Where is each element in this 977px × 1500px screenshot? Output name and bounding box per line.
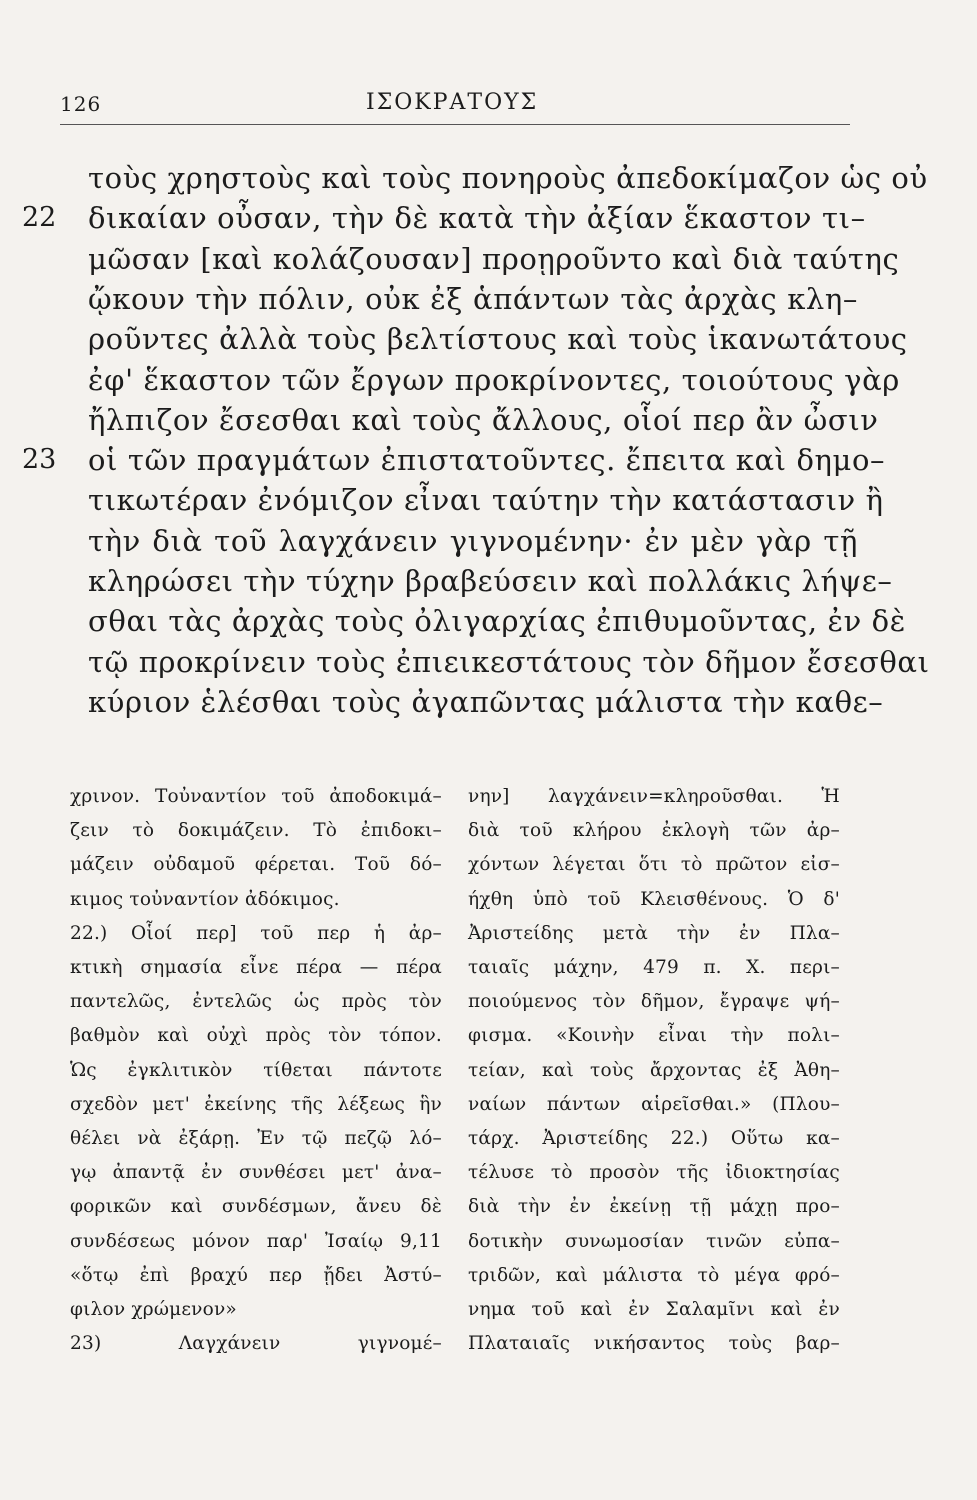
note-line: μάζειν οὐδαμοῦ φέρεται. Τοῦ δό–: [70, 854, 442, 875]
note-line: θέλει νὰ ἐξάρῃ. Ἐν τῷ πεζῷ λό–: [70, 1128, 442, 1149]
text-line: τικωτέραν ἐνόμιζον εἶναι ταύτην τὴν κατάστασιν ἢ: [88, 483, 884, 517]
running-head: [60, 88, 860, 124]
text-line: ἐφ' ἕκαστον τῶν ἔργων προκρίνοντες, τοιούτους γὰρ: [88, 363, 900, 397]
note-line: παντελῶς, ἐντελῶς ὡς πρὸς τὸν: [70, 991, 442, 1012]
note-line: κιμος τοὐναντίον ἀδόκιμος.: [70, 889, 340, 910]
text-line: ᾤκουν τὴν πόλιν, οὐκ ἐξ ἁπάντων τὰς ἀρχὰς κλη–: [88, 282, 858, 316]
text-line: μῶσαν [καὶ κολάζουσαν] προῃροῦντο καὶ διὰ ταύτης: [88, 242, 900, 276]
note-line: ταιαῖς μάχην, 479 π. Χ. περι–: [468, 957, 840, 978]
note-line: σχεδὸν μετ' ἐκείνης τῆς λέξεως ἣν: [70, 1094, 442, 1115]
note-line: τείαν, καὶ τοὺς ἄρχοντας ἐξ Ἀθη–: [468, 1060, 840, 1081]
section-number: 22: [22, 202, 57, 233]
note-line: φορικῶν καὶ συνδέσμων, ἄνευ δὲ: [70, 1196, 442, 1217]
note-line: τάρχ. Ἀριστείδης 22.) Οὕτω κα–: [468, 1128, 840, 1149]
note-line: ήχθη ὑπὸ τοῦ Κλεισθένους. Ὁ δ': [468, 889, 840, 910]
text-line: τοὺς χρηστοὺς καὶ τοὺς πονηροὺς ἀπεδοκίμαζον ὡς οὐ: [88, 161, 928, 195]
note-line: χρινον. Τοὐναντίον τοῦ ἀποδοκιμά–: [70, 786, 442, 807]
note-line: χόντων λέγεται ὅτι τὸ πρῶτον εἰσ–: [468, 854, 840, 875]
text-line: ἤλπιζον ἔσεσθαι καὶ τοὺς ἄλλους, οἷοί περ ἂν ὦσιν: [88, 403, 879, 437]
text-line: τὴν διὰ τοῦ λαγχάνειν γιγνομένην· ἐν μὲν γὰρ τῇ: [88, 524, 858, 558]
text-line: κύριον ἑλέσθαι τοὺς ἀγαπῶντας μάλιστα τὴν καθε–: [88, 685, 884, 719]
note-line: νημα τοῦ καὶ ἐν Σαλαμῖνι καὶ ἐν: [468, 1299, 840, 1320]
note-line: ζειν τὸ δοκιμάζειν. Τὸ ἐπιδοκι–: [70, 820, 442, 841]
note-line: βαθμὸν καὶ οὐχὶ πρὸς τὸν τόπον.: [70, 1025, 442, 1046]
note-line: συνδέσεως μόνον παρ' Ἰσαίῳ 9,11: [70, 1231, 442, 1252]
note-line: ποιούμενος τὸν δῆμον, ἔγραψε ψή–: [468, 991, 840, 1012]
note-line: 22.) Οἷοί περ] τοῦ περ ἡ ἀρ–: [70, 923, 442, 944]
note-line: κτικὴ σημασία εἶνε πέρα — πέρα: [70, 957, 442, 978]
note-line: διὰ τὴν ἐν ἐκείνῃ τῇ μάχῃ προ–: [468, 1196, 840, 1217]
note-line: γῳ ἀπαντᾷ ἐν συνθέσει μετ' ἀνα–: [70, 1162, 442, 1183]
note-line: διὰ τοῦ κλήρου ἐκλογὴ τῶν ἀρ–: [468, 820, 840, 841]
note-line: «ὅτῳ ἐπὶ βραχύ περ ᾔδει Ἀστύ–: [70, 1265, 442, 1286]
text-line: ροῦντες ἀλλὰ τοὺς βελτίστους καὶ τοὺς ἱκανωτάτους: [88, 322, 908, 356]
note-line: Ὡς ἐγκλιτικὸν τίθεται πάντοτε: [70, 1060, 442, 1081]
text-line: τῷ προκρίνειν τοὺς ἐπιεικεστάτους τὸν δῆμον ἔσεσθαι: [88, 645, 930, 679]
text-line: σθαι τὰς ἀρχὰς τοὺς ὀλιγαρχίας ἐπιθυμοῦντας, ἐν δὲ: [88, 604, 906, 638]
note-line: ναίων πάντων αἱρεῖσθαι.» (Πλου–: [468, 1094, 840, 1115]
note-line: Πλαταιαῖς νικήσαντος τοὺς βαρ–: [468, 1333, 840, 1354]
note-line: 23) Λαγχάνειν γιγνομέ–: [70, 1333, 442, 1354]
text-line: δικαίαν οὖσαν, τὴν δὲ κατὰ τὴν ἀξίαν ἕκαστον τι–: [88, 201, 866, 235]
text-line: κληρώσει τὴν τύχην βραβεύσειν καὶ πολλάκις λήψε–: [88, 564, 893, 598]
text-line: οἱ τῶν πραγμάτων ἐπιστατοῦντες. ἔπειτα καὶ δημο–: [88, 443, 886, 477]
note-line: Ἀριστείδης μετὰ τὴν ἐν Πλα–: [468, 923, 840, 944]
note-line: φιλον χρώμενον»: [70, 1299, 237, 1320]
note-line: νην] λαγχάνειν=κληροῦσθαι. Ἡ: [468, 786, 840, 807]
note-line: δοτικὴν συνωμοσίαν τινῶν εὐπα–: [468, 1231, 840, 1252]
note-line: φισμα. «Κοινὴν εἶναι τὴν πολι–: [468, 1025, 840, 1046]
page-number: 126: [60, 92, 102, 116]
note-line: τέλυσε τὸ προσὸν τῆς ἰδιοκτησίας: [468, 1162, 840, 1183]
note-line: τριδῶν, καὶ μάλιστα τὸ μέγα φρό–: [468, 1265, 840, 1286]
section-number: 23: [22, 444, 57, 475]
running-title: ΙΣΟΚΡΑΤΟΥΣ: [366, 90, 539, 115]
header-rule: [60, 124, 850, 125]
